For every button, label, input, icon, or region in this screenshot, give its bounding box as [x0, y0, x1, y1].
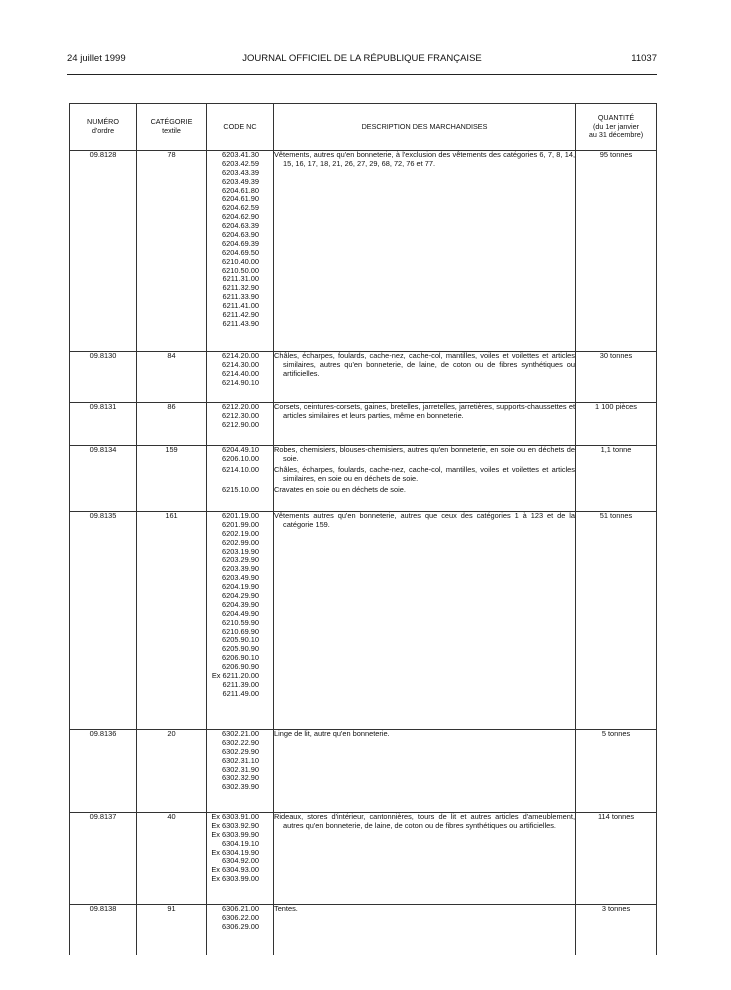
row-quantite: 30 tonnes	[576, 352, 657, 403]
row-numero: 09.8137	[70, 813, 137, 905]
page-number: 11037	[631, 53, 657, 64]
row-codes	[207, 352, 274, 403]
journal-title: JOURNAL OFFICIEL DE LA RÉPUBLIQUE FRANÇAISE	[242, 53, 482, 64]
description-group	[274, 446, 575, 464]
code-nc: 6306.29.00	[222, 921, 259, 931]
row-quantite: 3 tonnes	[576, 905, 657, 955]
table-row	[70, 512, 657, 730]
page-header	[67, 53, 657, 67]
code-nc: 6211.32.90	[222, 283, 259, 293]
description-group	[274, 813, 575, 884]
code-nc: 6201.99.00	[222, 519, 259, 529]
table-row	[70, 813, 657, 905]
code-nc: 6210.59.90	[222, 617, 259, 627]
header-quantite	[576, 104, 657, 151]
header-categorie-line1: CATÉGORIE	[150, 117, 193, 127]
code-nc: Ex 6304.93.00	[211, 865, 259, 875]
description-text: Rideaux, stores d'intérieur, cantonnières, tours de lit et autres articles d'ameublement, autres qu'en bonneterie, de laine, de coton ou de fibres synthétiques ou artificielles.	[274, 812, 575, 830]
description-text: Châles, écharpes, foulards, cache-nez, cache-col, mantilles, voiles et voilettes et articles similaires, en soie ou en déchets de soie.	[274, 464, 575, 483]
code-nc: 6302.21.00	[222, 729, 259, 738]
row-descriptions	[274, 352, 576, 403]
table-row	[70, 151, 657, 352]
description-group	[274, 512, 575, 699]
row-quantite: 5 tonnes	[576, 730, 657, 813]
table-row	[70, 403, 657, 446]
code-nc: 6306.21.00	[222, 904, 259, 913]
quota-table	[69, 103, 657, 955]
code-nc: 6206.90.10	[222, 653, 259, 663]
row-numero: 09.8135	[70, 512, 137, 730]
row-codes	[207, 446, 274, 512]
code-group	[207, 512, 273, 699]
code-nc: 6204.29.90	[222, 591, 259, 601]
code-group	[207, 446, 273, 464]
description-text: Tentes.	[274, 904, 298, 913]
table-row	[70, 730, 657, 813]
publication-date: 24 juillet 1999	[67, 53, 126, 64]
row-numero: 09.8138	[70, 905, 137, 955]
description-text: Robes, chemisiers, blouses-chemisiers, autres qu'en bonneterie, en soie ou en déchets de soie.	[274, 445, 575, 463]
code-nc: 6210.40.00	[222, 256, 259, 266]
description-group	[274, 352, 575, 388]
code-nc: 6204.62.59	[222, 203, 259, 213]
code-nc: 6211.39.00	[222, 679, 259, 689]
header-numero-line1: NUMÉRO	[87, 117, 119, 127]
code-nc: Ex 6303.91.00	[211, 812, 259, 821]
row-categorie: 40	[137, 813, 207, 905]
code-nc: 6204.39.90	[222, 599, 259, 609]
code-nc: Ex 6303.99.00	[211, 874, 259, 884]
code-nc: Ex 6303.99.90	[211, 829, 259, 839]
header-code-nc: CODE NC	[207, 104, 274, 151]
row-numero: 09.8134	[70, 446, 137, 512]
row-categorie: 84	[137, 352, 207, 403]
code-nc: 6214.40.00	[222, 368, 259, 378]
code-group	[207, 151, 273, 329]
code-nc: 6214.30.00	[222, 359, 259, 369]
code-nc: 6204.61.90	[222, 194, 259, 204]
table-row	[70, 905, 657, 955]
code-nc: 6211.33.90	[222, 292, 259, 302]
code-nc: 6203.49.39	[222, 176, 259, 186]
code-group	[207, 466, 273, 484]
description-group	[274, 403, 575, 430]
row-codes	[207, 151, 274, 352]
header-quantite-line1: QUANTITÉ	[597, 113, 635, 123]
code-nc: 6202.19.00	[222, 528, 259, 538]
code-nc: 6214.20.00	[222, 351, 259, 360]
code-nc: 6203.29.90	[222, 555, 259, 565]
row-categorie: 159	[137, 446, 207, 512]
row-descriptions	[274, 730, 576, 813]
row-categorie: 78	[137, 151, 207, 352]
code-nc: 6304.19.10	[222, 838, 259, 848]
header-numero	[70, 104, 137, 151]
row-numero: 09.8131	[70, 403, 137, 446]
row-descriptions	[274, 905, 576, 955]
header-categorie-line2: textile	[162, 126, 181, 135]
description-text: Vêtements, autres qu'en bonneterie, à l'exclusion des vêtements des catégories 6, 7, 8, 14, 15, 16, 17, 18, 21, 26, 27, 29, 68, 72, 76 et 77.	[274, 150, 575, 168]
code-group	[207, 813, 273, 884]
code-nc: 6212.90.00	[222, 419, 259, 429]
header-quantite-line2: (du 1er janvier	[593, 121, 639, 131]
row-quantite: 1,1 tonne	[576, 446, 657, 512]
code-nc: 6204.62.90	[222, 212, 259, 222]
header-rule	[67, 74, 657, 75]
row-descriptions	[274, 403, 576, 446]
description-text: Cravates en soie ou en déchets de soie.	[274, 484, 406, 494]
description-group	[274, 905, 575, 932]
description-group	[274, 486, 575, 495]
code-nc: 6201.19.00	[222, 511, 259, 520]
row-codes	[207, 403, 274, 446]
code-nc: 6204.61.80	[222, 185, 259, 195]
row-quantite: 51 tonnes	[576, 512, 657, 730]
code-nc: 6203.41.30	[222, 150, 259, 159]
code-nc: 6210.50.00	[222, 265, 259, 275]
code-nc: 6203.39.90	[222, 564, 259, 574]
code-nc: 6205.90.90	[222, 644, 259, 654]
description-text: Châles, écharpes, foulards, cache-nez, cache-col, mantilles, voiles et voilettes et articles similaires, autres qu'en bonneterie, de laine, de coton ou de fibres synthétiques ou artificielles.	[274, 351, 575, 378]
row-descriptions	[274, 512, 576, 730]
code-nc: 6204.49.10	[222, 445, 259, 454]
code-nc: 6302.22.90	[222, 737, 259, 747]
row-numero: 09.8136	[70, 730, 137, 813]
table-row	[70, 446, 657, 512]
description-text: Linge de lit, autre qu'en bonneterie.	[274, 729, 390, 738]
row-codes	[207, 512, 274, 730]
row-codes	[207, 730, 274, 813]
description-text: Corsets, ceintures-corsets, gaines, bretelles, jarretelles, jarretières, supports-chaussettes et articles similaires et leurs parties, même en bonneterie.	[274, 402, 575, 420]
code-nc: 6211.31.00	[222, 274, 259, 284]
row-codes	[207, 905, 274, 955]
code-nc: 6206.90.90	[222, 662, 259, 672]
code-nc: 6302.32.90	[222, 773, 259, 783]
code-nc: 6204.69.39	[222, 238, 259, 248]
code-group	[207, 905, 273, 932]
header-quantite-line3: au 31 décembre)	[588, 130, 644, 140]
code-nc: 6302.39.90	[222, 782, 259, 792]
code-group	[207, 730, 273, 792]
code-nc: 6203.49.90	[222, 573, 259, 583]
code-nc: 6306.22.00	[222, 912, 259, 922]
code-nc: 6204.49.90	[222, 608, 259, 618]
code-nc: 6204.19.90	[222, 582, 259, 592]
code-group	[207, 403, 273, 430]
row-numero: 09.8130	[70, 352, 137, 403]
code-nc: 6206.10.00	[222, 453, 259, 463]
row-categorie: 20	[137, 730, 207, 813]
header-categorie	[137, 104, 207, 151]
row-descriptions	[274, 446, 576, 512]
row-descriptions	[274, 151, 576, 352]
code-nc: 6212.30.00	[222, 410, 259, 420]
code-nc: 6203.19.90	[222, 546, 259, 556]
code-nc: Ex 6304.19.90	[211, 847, 259, 857]
code-group	[207, 352, 273, 388]
code-nc: Ex 6211.20.00	[211, 671, 259, 681]
code-nc: 6204.63.39	[222, 221, 259, 231]
code-nc: 6202.99.00	[222, 537, 259, 547]
table-row	[70, 352, 657, 403]
code-nc: 6204.63.90	[222, 230, 259, 240]
code-nc: 6302.31.10	[222, 755, 259, 765]
description-text: Vêtements autres qu'en bonneterie, autres que ceux des catégories 1 à 123 et de la catégorie 159.	[274, 511, 575, 529]
description-group	[274, 466, 575, 484]
description-group	[274, 730, 575, 792]
code-nc: 6211.43.90	[222, 318, 259, 328]
code-nc: 6203.43.39	[222, 167, 259, 177]
row-categorie: 91	[137, 905, 207, 955]
row-categorie: 86	[137, 403, 207, 446]
code-nc: 6304.92.00	[222, 856, 259, 866]
row-quantite: 1 100 pièces	[576, 403, 657, 446]
code-nc: 6215.10.00	[222, 484, 259, 494]
header-description: DESCRIPTION DES MARCHANDISES	[274, 104, 576, 151]
row-numero: 09.8128	[70, 151, 137, 352]
code-nc: Ex 6303.92.90	[211, 820, 259, 830]
code-nc: 6214.90.10	[222, 377, 259, 387]
code-nc: 6205.90.10	[222, 635, 259, 645]
code-nc: 6211.42.90	[222, 310, 259, 320]
description-group	[274, 151, 575, 329]
code-nc: 6204.69.50	[222, 247, 259, 257]
row-descriptions	[274, 813, 576, 905]
code-group	[207, 486, 273, 495]
code-nc: 6212.20.00	[222, 402, 259, 411]
row-quantite: 114 tonnes	[576, 813, 657, 905]
code-nc: 6302.31.90	[222, 764, 259, 774]
code-nc: 6214.10.00	[222, 464, 259, 474]
code-nc: 6302.29.90	[222, 746, 259, 756]
code-nc: 6211.41.00	[222, 301, 259, 311]
code-nc: 6203.42.59	[222, 158, 259, 168]
header-numero-line2: d'ordre	[91, 126, 115, 135]
row-quantite: 95 tonnes	[576, 151, 657, 352]
table-header-row	[70, 104, 657, 151]
code-nc: 6210.69.90	[222, 626, 259, 636]
row-codes	[207, 813, 274, 905]
row-categorie: 161	[137, 512, 207, 730]
code-nc: 6211.49.00	[222, 688, 259, 698]
